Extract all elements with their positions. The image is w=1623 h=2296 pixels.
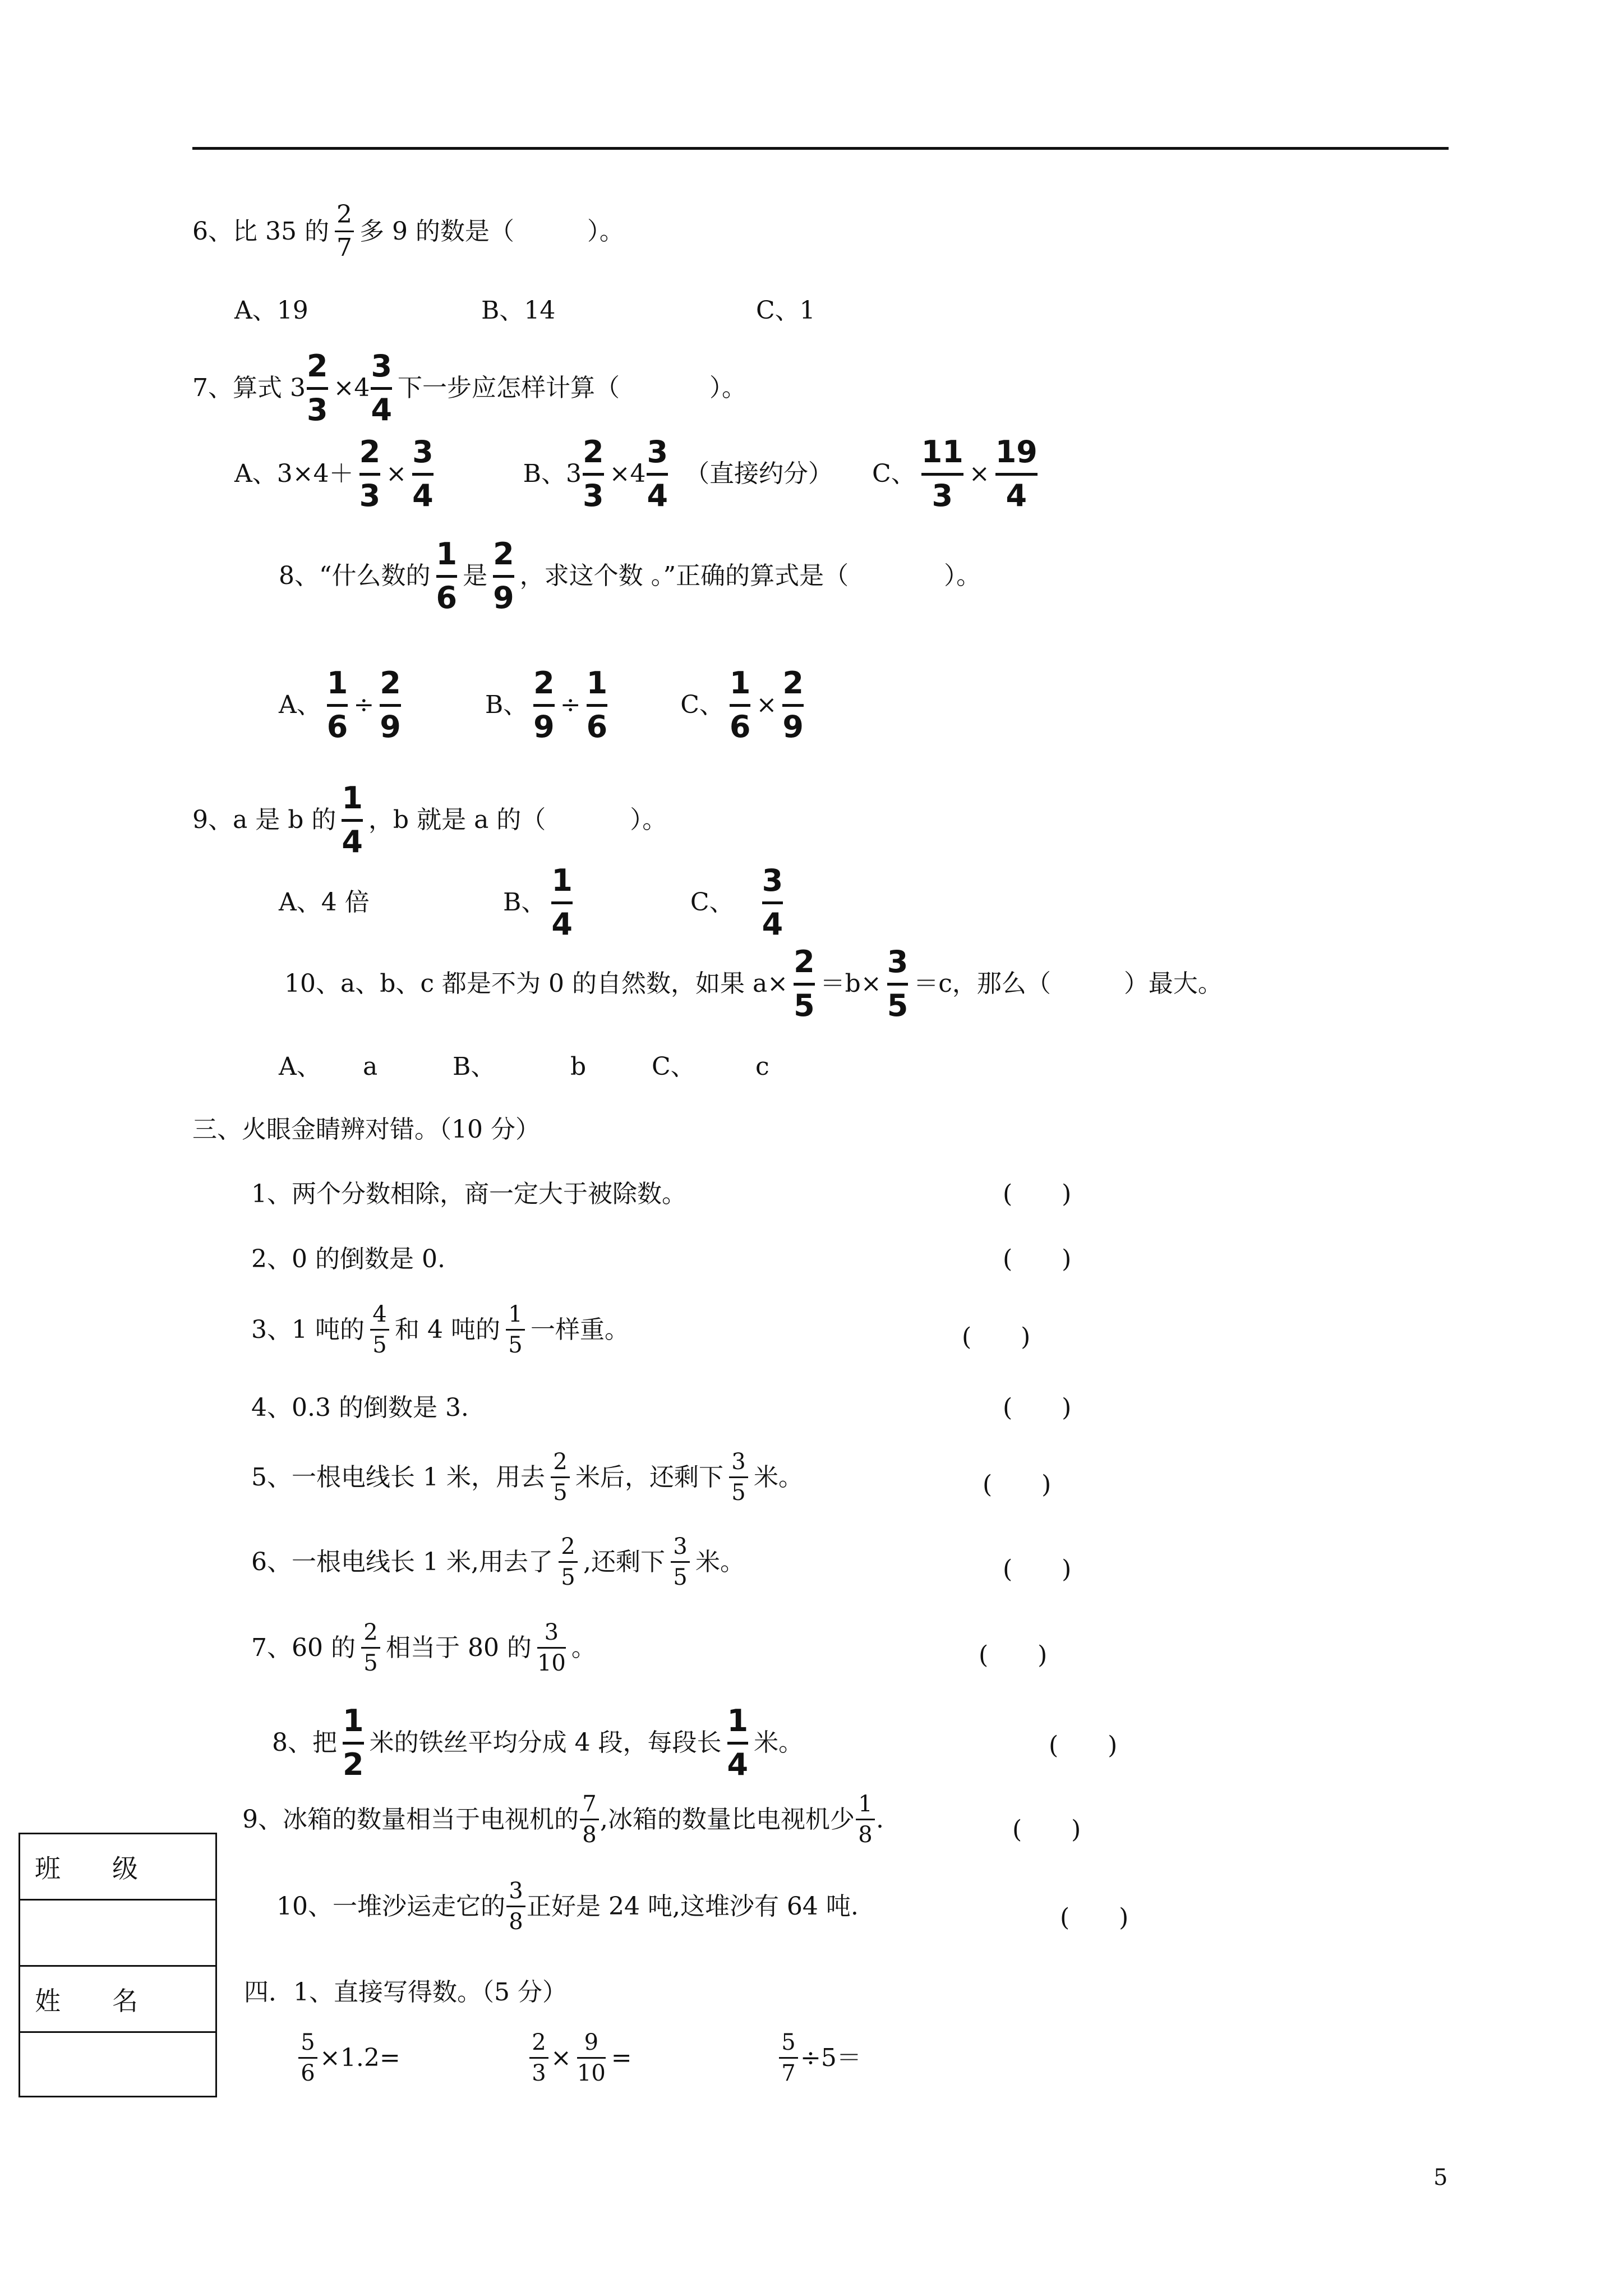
tf-item-7 <box>251 1621 596 1675</box>
question-text: 6、比 35 的 <box>192 217 329 246</box>
option-b[interactable]: B、14 <box>481 296 556 325</box>
question-7-options <box>234 436 1043 512</box>
tf-item-1 <box>251 1182 686 1207</box>
operator: ÷ <box>560 691 581 720</box>
fraction: 3 8 <box>506 1879 525 1934</box>
fraction: 1 5 <box>506 1303 525 1357</box>
calc-expression: ÷5＝ <box>800 2043 861 2072</box>
question-text: 9、a 是 b 的 <box>192 806 336 835</box>
tf-answer-9[interactable]: ( ) <box>1012 1815 1081 1844</box>
fraction: 1 6 <box>436 536 458 615</box>
fraction: 2 3 <box>529 2031 548 2085</box>
option-c[interactable]: C、 <box>680 691 724 720</box>
operator: ×4 <box>333 374 370 403</box>
option-a[interactable]: A、 <box>279 691 321 720</box>
tf-item-text: 9、冰箱的数量相当于电视机的 <box>242 1805 579 1834</box>
fraction: 2 7 <box>335 202 354 261</box>
fraction: 2 3 <box>583 434 604 513</box>
tf-answer-5[interactable]: ( ) <box>983 1470 1052 1499</box>
question-8 <box>279 536 981 615</box>
fraction: 1 4 <box>551 863 573 942</box>
fraction: 2 5 <box>559 1535 578 1589</box>
tf-item-text: 和 4 吨的 <box>394 1315 500 1344</box>
question-6 <box>192 202 624 261</box>
tf-item-text: 米后，还剩下 <box>575 1462 723 1492</box>
page-number: 5 <box>1433 2165 1448 2191</box>
tf-item-text: 6、一根电线长 1 米,用去了 <box>251 1547 553 1576</box>
class-field[interactable] <box>20 1901 215 1967</box>
fraction: 3 5 <box>887 944 909 1023</box>
fraction: 2 3 <box>359 434 381 513</box>
option-c[interactable]: C、 <box>690 888 734 917</box>
question-text: ，求这个数 。”正确的算式是（ <box>519 562 849 591</box>
question-text: ）。 <box>709 374 747 403</box>
question-text: ，b 就是 a 的（ <box>368 806 546 835</box>
option-c[interactable]: C、 <box>652 1052 695 1081</box>
name-label-row <box>20 1967 215 2033</box>
option-c[interactable]: C、 <box>872 459 916 489</box>
question-text: ）最大。 <box>1123 969 1223 999</box>
fraction: 1 6 <box>729 665 751 744</box>
fraction: 2 5 <box>794 944 815 1023</box>
fraction: 2 5 <box>551 1450 570 1504</box>
tf-item-text: 一样重。 <box>530 1315 629 1344</box>
tf-item-text: 8、把 <box>272 1728 337 1757</box>
tf-item-3 <box>251 1303 629 1357</box>
tf-answer-4[interactable]: ( ) <box>1003 1393 1072 1422</box>
option-a[interactable]: A、 <box>279 1052 321 1081</box>
calc-expression: = <box>611 2043 632 2072</box>
tf-item-text: 1、两个分数相除，商一定大于被除数。 <box>251 1180 686 1208</box>
tf-item-text: 7、60 的 <box>251 1633 356 1662</box>
question-10 <box>284 946 1223 1022</box>
fraction: 3 5 <box>729 1450 748 1504</box>
tf-item-text: 。 <box>571 1633 596 1662</box>
tf-item-4 <box>251 1393 469 1422</box>
fraction: 5 7 <box>779 2031 798 2085</box>
option-a[interactable]: A、3×4＋ <box>234 459 354 489</box>
question-7 <box>192 348 747 427</box>
operator: × <box>386 459 407 489</box>
fraction: 3 4 <box>647 434 668 513</box>
tf-item-text: 4、0.3 的倒数是 3. <box>251 1393 469 1422</box>
tf-answer-8[interactable]: ( ) <box>1049 1731 1118 1760</box>
question-text: 8、“什么数的 <box>279 562 431 591</box>
tf-item-text: ,冰箱的数量比电视机少 <box>600 1805 855 1834</box>
option-b-value: b <box>570 1052 587 1081</box>
name-field[interactable] <box>20 2033 215 2096</box>
fraction: 3 4 <box>412 434 434 513</box>
option-a-value: a <box>363 1052 378 1081</box>
tf-item-5 <box>251 1450 803 1504</box>
fraction: 2 9 <box>533 665 555 744</box>
question-8-options <box>279 665 809 744</box>
tf-item-9 <box>242 1792 884 1847</box>
question-text: 10、a、b、c 都是不为 0 的自然数，如果 a× <box>284 969 789 999</box>
option-b[interactable]: B、 <box>453 1052 496 1081</box>
question-text: 下一步应怎样计算（ <box>398 374 620 403</box>
tf-item-text: 3、1 吨的 <box>251 1315 365 1344</box>
tf-item-6 <box>251 1535 745 1589</box>
fraction: 2 5 <box>361 1621 380 1675</box>
fraction: 3 4 <box>371 348 393 427</box>
fraction: 1 4 <box>342 780 363 859</box>
tf-answer-3[interactable]: ( ) <box>962 1323 1031 1351</box>
tf-item-text: ,还剩下 <box>583 1547 665 1576</box>
option-a[interactable]: A、19 <box>234 296 308 325</box>
option-c[interactable]: C、1 <box>756 296 815 325</box>
tf-item-text: 米的铁丝平均分成 4 段，每段长 <box>369 1728 722 1757</box>
calc-expression: ×1.2= <box>320 2043 400 2072</box>
tf-answer-2[interactable]: ( ) <box>1003 1245 1072 1273</box>
tf-item-text: 米。 <box>695 1547 745 1576</box>
option-a[interactable]: A、4 倍 <box>279 888 370 917</box>
fraction: 11 3 <box>921 434 963 513</box>
tf-answer-1[interactable]: ( ) <box>1003 1180 1072 1208</box>
calc-expression: × <box>551 2043 571 2072</box>
fraction: 1 4 <box>727 1703 749 1782</box>
tf-item-text: 正好是 24 吨,这堆沙有 64 吨. <box>527 1892 859 1921</box>
option-b[interactable]: B、 <box>485 691 528 720</box>
tf-answer-6[interactable]: ( ) <box>1003 1555 1072 1584</box>
fraction: 3 5 <box>671 1535 690 1589</box>
class-label: 班 级 <box>35 1853 138 1884</box>
question-text: ）。 <box>944 562 981 591</box>
option-b[interactable]: B、 <box>503 888 546 917</box>
question-text: 7、算式 3 <box>192 374 306 403</box>
operator: × <box>969 459 990 489</box>
fraction: 19 4 <box>995 434 1038 513</box>
question-6-options <box>234 298 815 323</box>
tf-item-text: . <box>876 1805 884 1834</box>
question-text: 多 9 的数是（ <box>359 217 514 246</box>
fraction: 9 10 <box>577 2030 606 2086</box>
fraction: 1 8 <box>856 1792 875 1847</box>
tf-item-text: 相当于 80 的 <box>385 1633 532 1662</box>
tf-item-text: 米。 <box>754 1728 804 1757</box>
tf-item-10 <box>276 1879 859 1934</box>
tf-item-8 <box>272 1705 803 1780</box>
header-rule <box>192 147 1449 150</box>
question-10-options <box>279 1052 769 1081</box>
calc-item-3 <box>777 2031 861 2085</box>
option-b[interactable]: B、3 <box>523 459 582 489</box>
question-text: ＝b× <box>820 969 882 999</box>
fraction: 1 6 <box>586 665 608 744</box>
fraction: 2 9 <box>380 665 401 744</box>
question-text: ＝c，那么（ <box>914 969 1051 999</box>
tf-item-text: 2、0 的倒数是 0. <box>251 1245 445 1273</box>
tf-answer-7[interactable]: ( ) <box>979 1641 1048 1669</box>
fraction: 1 6 <box>326 665 348 744</box>
tf-item-text: 米。 <box>753 1462 803 1492</box>
class-label-row <box>20 1834 215 1901</box>
student-info-box <box>19 1833 217 2097</box>
operator: × <box>756 691 777 720</box>
tf-item-text: 10、一堆沙运走它的 <box>276 1892 505 1921</box>
question-text: ）。 <box>587 217 624 246</box>
operator: ÷ <box>353 691 375 720</box>
fraction: 3 10 <box>537 1619 566 1676</box>
tf-item-text: 5、一根电线长 1 米，用去 <box>251 1462 545 1492</box>
question-text: ）。 <box>630 806 667 835</box>
calc-item-1 <box>296 2031 400 2085</box>
operator: ×4 <box>609 459 646 489</box>
section-3-title: 三、火眼金睛辨对错。（10 分） <box>192 1115 540 1144</box>
question-9 <box>192 780 667 859</box>
fraction: 3 4 <box>762 863 783 942</box>
tf-item-2 <box>251 1247 445 1272</box>
fraction: 4 5 <box>370 1303 389 1357</box>
option-note: （直接约分） <box>685 459 833 489</box>
fraction: 1 2 <box>343 1703 364 1782</box>
tf-answer-10[interactable]: ( ) <box>1060 1903 1129 1932</box>
fraction: 2 3 <box>306 348 328 427</box>
option-c-value: c <box>755 1052 769 1081</box>
question-9-options <box>279 865 789 940</box>
fraction: 7 8 <box>580 1792 599 1847</box>
fraction: 2 9 <box>782 665 804 744</box>
section-4-title: 四．1、直接写得数。（5 分） <box>244 1978 567 2007</box>
fraction: 5 6 <box>298 2031 317 2085</box>
calc-item-2 <box>527 2031 632 2085</box>
fraction: 2 9 <box>493 536 514 615</box>
question-text: 是 <box>463 562 488 591</box>
name-label: 姓 名 <box>35 1985 138 2016</box>
